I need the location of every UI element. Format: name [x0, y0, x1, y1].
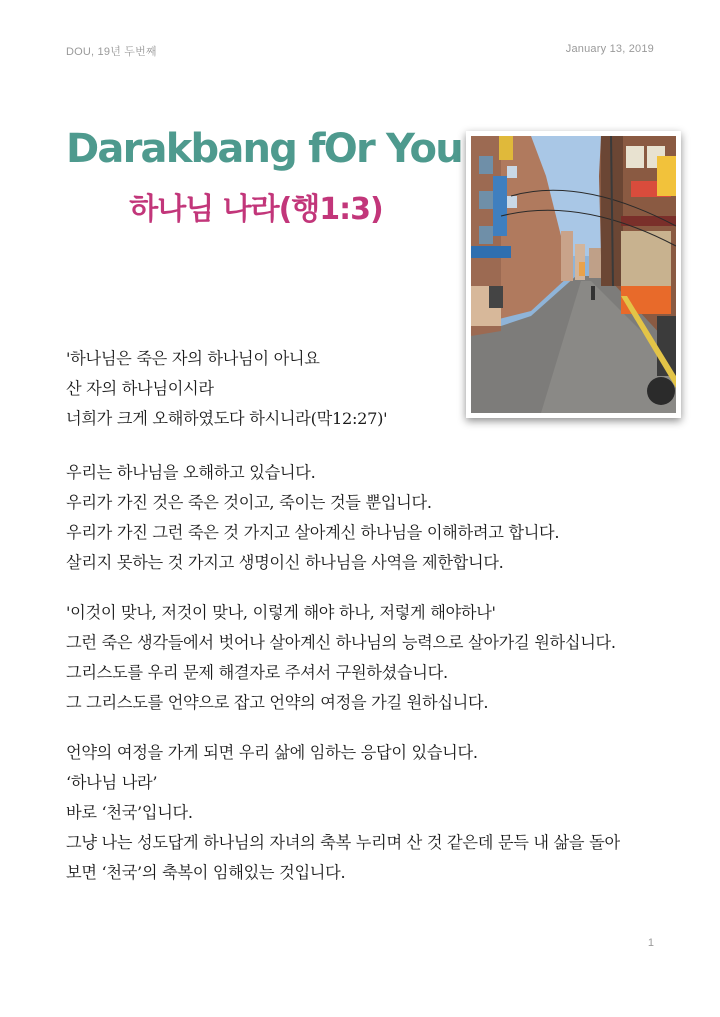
page-number: 1	[647, 937, 654, 949]
text-line: 그리스도를 우리 문제 해결자로 주셔서 구원하셨습니다.	[66, 663, 448, 682]
paragraph-2	[66, 458, 666, 578]
paragraph-4	[66, 738, 666, 888]
text-line: 보면 ‘천국’의 축복이 임해있는 것입니다.	[66, 863, 346, 882]
document-title: Darakbang fOr You	[66, 126, 462, 172]
text-line: 산 자의 하나님이시라	[66, 379, 214, 398]
header-date: January 13, 2019	[565, 43, 654, 55]
header-left-text: DOU, 19년 두번째	[66, 46, 157, 58]
document-subtitle: 하나님 나라(행1:3)	[129, 192, 383, 227]
text-line: 살리지 못하는 것 가지고 생명이신 하나님을 사역을 제한합니다.	[66, 553, 504, 572]
text-line: 바로 ‘천국’입니다.	[66, 803, 193, 822]
text-line: 언약의 여정을 가게 되면 우리 삶에 임하는 응답이 있습니다.	[66, 743, 478, 762]
text-line: 그 그리스도를 언약으로 잡고 언약의 여정을 가길 원하십니다.	[66, 693, 489, 712]
text-line: '이것이 맞나, 저것이 맞나, 이렇게 해야 하나, 저렇게 해야하나'	[66, 603, 496, 622]
text-line: 우리가 가진 것은 죽은 것이고, 죽이는 것들 뿐입니다.	[66, 493, 432, 512]
text-line: '하나님은 죽은 자의 하나님이 아니요	[66, 349, 320, 368]
text-line: 우리는 하나님을 오해하고 있습니다.	[66, 463, 316, 482]
text-line: 너희가 크게 오해하였도다 하시니라(막12:27)'	[66, 409, 388, 428]
text-line: 그냥 나는 성도답게 하나님의 자녀의 축복 누리며 산 것 같은데 문득 내 삶을 돌아	[66, 833, 620, 852]
paragraph-3	[66, 598, 666, 718]
text-line: 그런 죽은 생각들에서 벗어나 살아계신 하나님의 능력으로 살아가길 원하십니다.	[66, 633, 616, 652]
text-line: 우리가 가진 그런 죽은 것 가지고 살아계신 하나님을 이해하려고 합니다.	[66, 523, 560, 542]
text-line: ‘하나님 나라’	[66, 773, 158, 792]
body-text	[66, 344, 666, 908]
paragraph-1	[66, 344, 666, 434]
